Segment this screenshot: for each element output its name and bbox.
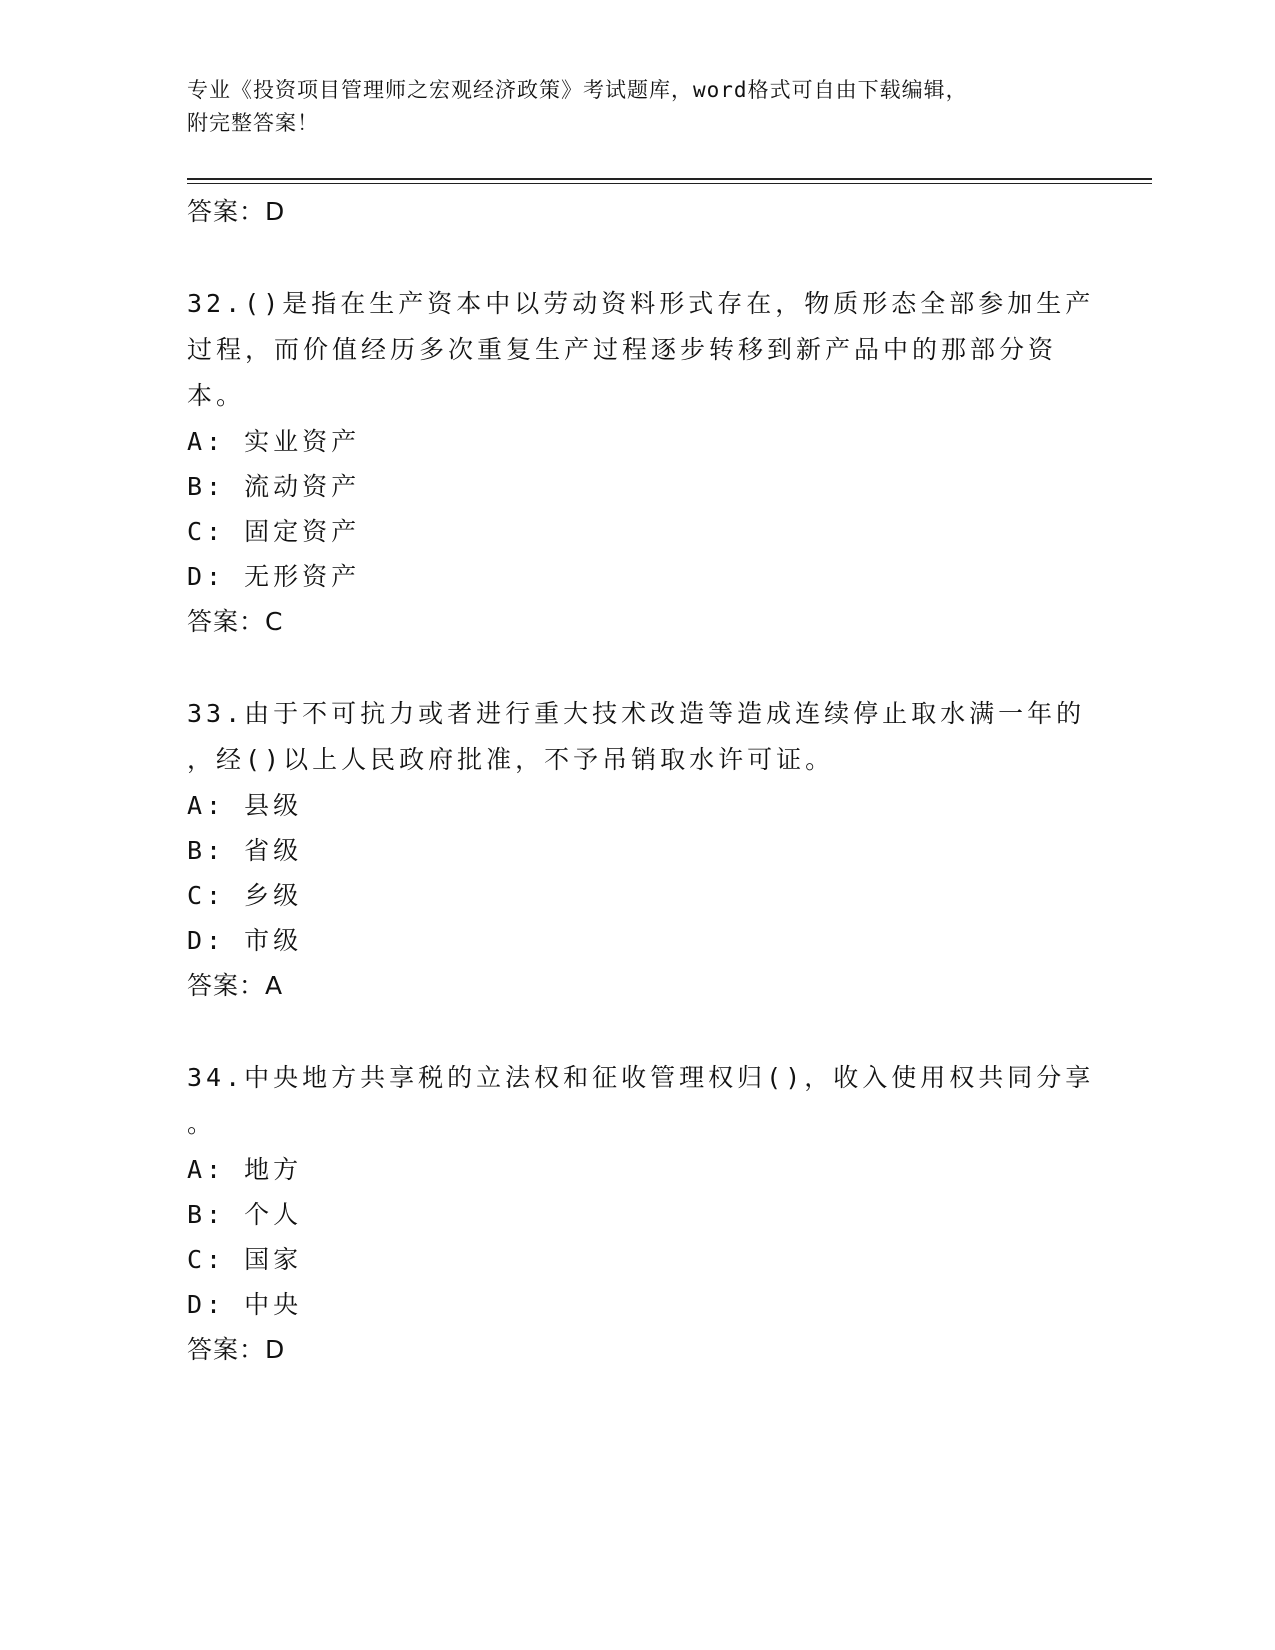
- question-32: [187, 281, 1095, 645]
- header-divider-thin: [187, 183, 1152, 184]
- option-b: B: 流动资产: [187, 472, 361, 501]
- option-b: B: 省级: [187, 836, 303, 865]
- question-34: [187, 1055, 1095, 1373]
- question-stem-line: 。: [187, 1109, 217, 1138]
- option-c: C: 乡级: [187, 881, 303, 910]
- question-stem-line: 本。: [187, 381, 246, 410]
- answer-line: 答案：A: [187, 971, 284, 1000]
- header-line-1: 专业《投资项目管理师之宏观经济政策》考试题库，word格式可自由下载编辑，: [187, 78, 968, 102]
- option-b: B: 个人: [187, 1200, 303, 1229]
- question-list: [187, 189, 1095, 1373]
- question-stem-line: 33.由于不可抗力或者进行重大技术改造等造成连续停止取水满一年的: [187, 699, 1086, 728]
- question-33: [187, 691, 1087, 1009]
- option-a: A: 县级: [187, 791, 303, 820]
- question-stem-line: 过程，而价值经历多次重复生产过程逐步转移到新产品中的那部分资: [187, 335, 1058, 364]
- option-d: D: 市级: [187, 926, 303, 955]
- option-a: A: 实业资产: [187, 427, 361, 456]
- question-stem-line: 34.中央地方共享税的立法权和征收管理权归()，收入使用权共同分享: [187, 1063, 1095, 1092]
- question-stem-line: 32.()是指在生产资本中以劳动资料形式存在，物质形态全部参加生产: [187, 289, 1095, 318]
- question-stem-line: ，经()以上人民政府批准，不予吊销取水许可证。: [187, 745, 835, 774]
- option-d: D: 中央: [187, 1290, 303, 1319]
- header-divider-thick: [187, 178, 1152, 180]
- option-a: A: 地方: [187, 1155, 303, 1184]
- document-header: [187, 74, 1087, 140]
- answer-line: 答案：D: [187, 1335, 286, 1364]
- option-d: D: 无形资产: [187, 562, 361, 591]
- header-line-2: 附完整答案！: [187, 111, 319, 135]
- answer-line: 答案：C: [187, 607, 284, 636]
- option-c: C: 国家: [187, 1245, 303, 1274]
- previous-answer: 答案：D: [187, 197, 286, 226]
- option-c: C: 固定资产: [187, 517, 361, 546]
